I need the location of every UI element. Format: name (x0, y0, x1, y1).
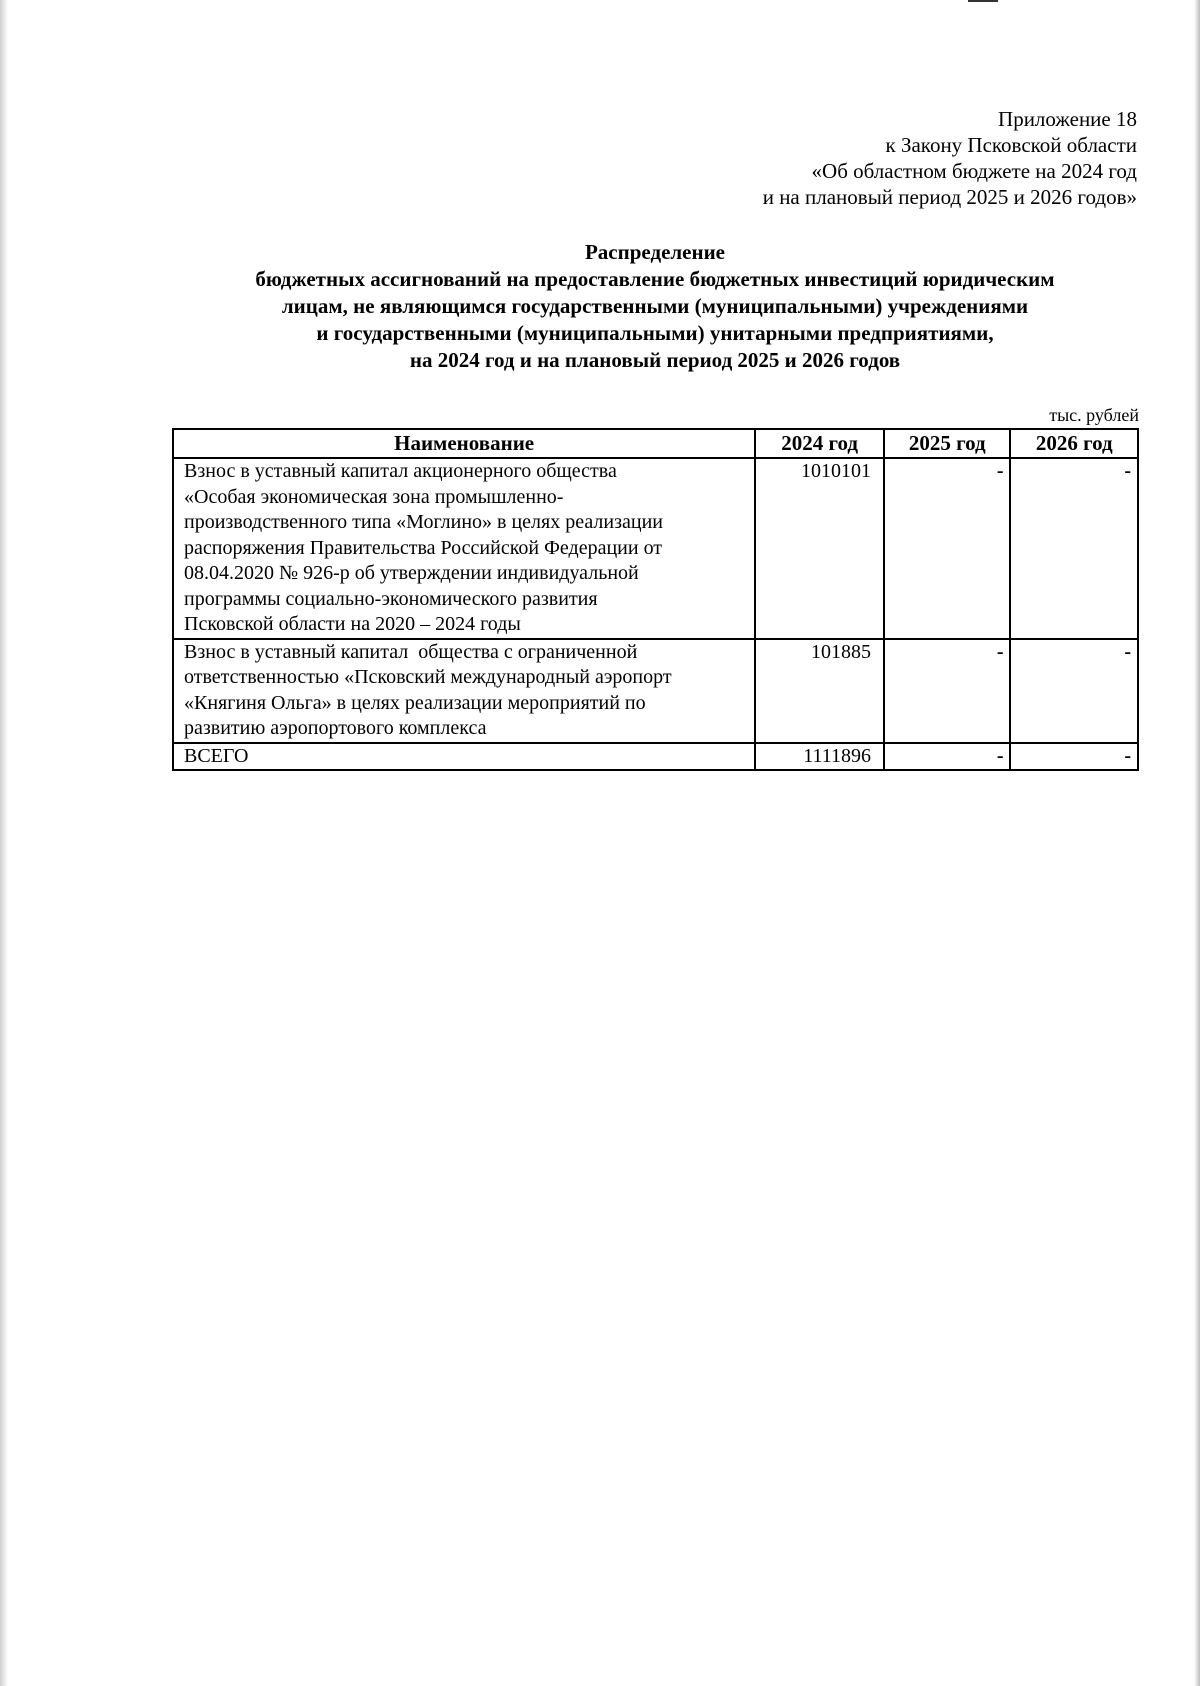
row-name-cell (173, 458, 755, 639)
row-name-line: развитию аэропортового комплекса (184, 717, 487, 739)
row-name-line: «Особая экономическая зона промышленно- (184, 485, 564, 508)
total-label: ВСЕГО (184, 744, 249, 767)
value-2026: - (1010, 458, 1138, 639)
value-2025: - (884, 639, 1011, 743)
total-2026: - (1010, 743, 1138, 771)
row-name-cell (173, 639, 755, 743)
column-header-2024: 2024 год (755, 429, 884, 458)
title-line: и государственными (муниципальными) унитарными предприятиями, (316, 321, 994, 345)
row-name-line: 08.04.2020 № 926-р об утверждении индивидуальной (184, 562, 639, 584)
column-header-2026: 2026 год (1010, 429, 1138, 458)
scan-mark (968, 0, 998, 2)
row-name-line: ответственностью «Псковский международный аэропорт (184, 666, 672, 688)
appendix-line: «Об областном бюджете на 2024 год (811, 159, 1137, 183)
value-2024: 1010101 (755, 458, 884, 639)
table-total-row (173, 743, 1138, 771)
row-name-line: Взнос в уставный капитал общества с ограниченной (184, 640, 638, 663)
column-header-2025: 2025 год (884, 429, 1011, 458)
column-header-name: Наименование (173, 429, 755, 458)
value-2026: - (1010, 639, 1138, 743)
title-line: бюджетных ассигнований на предоставление бюджетных инвестиций юридическим (255, 267, 1055, 291)
table-row (173, 458, 1138, 639)
title-line: Распределение (584, 240, 726, 264)
row-name-line: Псковской области на 2020 – 2024 годы (184, 613, 521, 635)
appendix-header (763, 106, 1137, 210)
table-row (173, 639, 1138, 743)
value-2025: - (884, 458, 1011, 639)
total-label-cell (173, 743, 755, 771)
appendix-line: и на плановый период 2025 и 2026 годов» (762, 185, 1137, 209)
budget-table (172, 428, 1139, 771)
row-name-line: распоряжения Правительства Российской Федерации от (184, 536, 663, 559)
row-name-line: «Княгиня Ольга» в целях реализации мероприятий по (184, 691, 646, 714)
table-header-row (173, 429, 1138, 458)
appendix-line: к Закону Псковской области (885, 133, 1137, 157)
title-line: лицам, не являющимся государственными (муниципальными) учреждениями (281, 294, 1029, 318)
appendix-line: Приложение 18 (998, 107, 1137, 131)
row-name-line: программы социально-экономического развития (184, 587, 598, 610)
total-2024: 1111896 (755, 743, 884, 771)
total-2025: - (884, 743, 1011, 771)
value-2024: 101885 (755, 639, 884, 743)
units-label: тыс. рублей (1049, 405, 1139, 425)
document-title (100, 239, 1200, 374)
row-name-line: Взнос в уставный капитал акционерного общества (184, 460, 617, 482)
title-line: на 2024 год и на плановый период 2025 и 2026 годов (409, 348, 901, 372)
scan-edge-left (0, 0, 8, 1686)
row-name-line: производственного типа «Моглино» в целях реализации (184, 511, 663, 533)
